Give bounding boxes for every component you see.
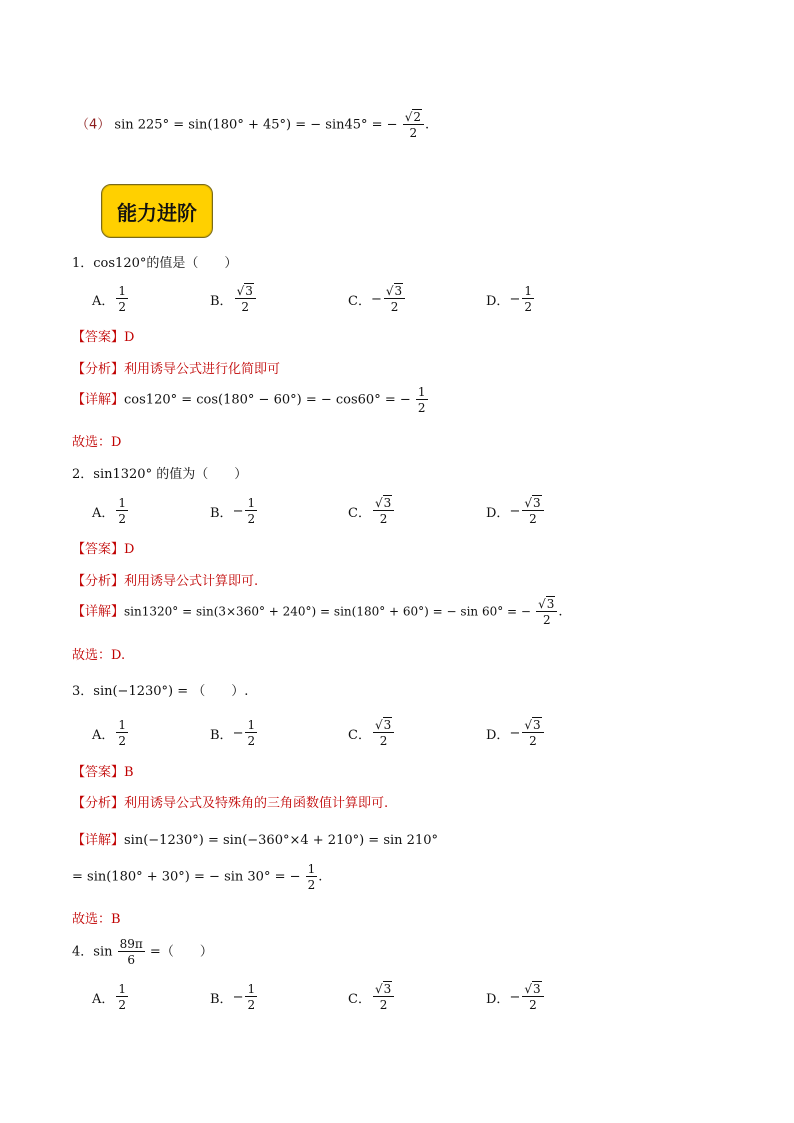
- option-fraction: [373, 719, 394, 747]
- q1-detail: [72, 386, 429, 414]
- option-denominator: 2: [379, 998, 388, 1012]
- q4-option-a: [92, 980, 129, 1014]
- q1-analysis-tag: 【分析】: [72, 362, 125, 377]
- section-banner: [101, 184, 213, 238]
- q1-choose: 故选：D: [72, 435, 122, 450]
- option-denominator: 2: [529, 734, 537, 748]
- q3-number: 3．: [72, 684, 94, 699]
- option-denominator: 2: [390, 300, 399, 314]
- item-4-expr-main: sin 225° = sin: [114, 117, 208, 133]
- item-4-expr-paren: (180° + 45°): [207, 117, 292, 133]
- option-denominator: 2: [247, 998, 256, 1012]
- option-letter: D．: [486, 991, 510, 1007]
- q2-analysis-text: 利用诱导公式计算即可.: [124, 574, 259, 589]
- q1-answer: [72, 326, 134, 345]
- option-denominator: 2: [118, 300, 127, 314]
- q3-option-c: [348, 716, 395, 750]
- option-numerator: 3: [533, 982, 541, 996]
- q1-analysis-text: 利用诱导公式进行化简即可: [124, 362, 281, 377]
- q2-detail-text: sin1320° = sin(3×360° + 240°) = sin(180° + 60°) = − sin 60° = −: [124, 604, 531, 619]
- q1-detail-fraction: [416, 386, 428, 414]
- option-letter: C．: [348, 505, 371, 521]
- option-letter: B．: [210, 293, 233, 309]
- q2-number: 2．: [72, 467, 94, 482]
- option-denominator: 2: [524, 300, 532, 314]
- option-fraction: [116, 285, 128, 313]
- q1-option-a: [92, 282, 129, 316]
- q4-number: 4．: [72, 944, 94, 960]
- item-4-expr-rest: = − sin45° = −: [291, 117, 398, 133]
- q1-answer-value: D: [124, 330, 135, 345]
- item-4-line: [76, 111, 429, 139]
- q4-stem-frac-num: 89π: [119, 937, 143, 951]
- option-sign: −: [232, 503, 244, 519]
- q2-analysis-tag: 【分析】: [72, 574, 125, 589]
- q2-detail-end: .: [558, 604, 563, 620]
- q1-detail-frac-den: 2: [417, 401, 426, 415]
- option-fraction: [116, 983, 128, 1011]
- q2-options: [0, 494, 794, 534]
- q4-stem: [72, 938, 213, 966]
- q3-detail2-frac-num: 1: [307, 862, 316, 876]
- q3-choose: 故选：B: [72, 912, 121, 927]
- option-fraction: [373, 497, 394, 525]
- q3-stem-text: sin(−1230°) = （ ）.: [93, 684, 249, 699]
- q2-answer: [72, 538, 134, 557]
- q4-stem-frac-den: 6: [127, 953, 136, 967]
- sqrt-icon: √: [524, 496, 532, 510]
- q4-stem-pre: sin: [93, 944, 113, 960]
- q4-stem-post: =（ ）: [149, 944, 213, 960]
- option-denominator: 2: [247, 512, 256, 526]
- option-numerator: 1: [118, 718, 127, 732]
- option-numerator: 3: [383, 982, 392, 996]
- option-denominator: 2: [241, 300, 250, 314]
- option-fraction: [116, 497, 128, 525]
- q2-analysis: [72, 570, 258, 589]
- item-4-frac-den: 2: [409, 126, 418, 140]
- option-letter: A．: [92, 727, 115, 743]
- q2-option-b: [210, 494, 258, 528]
- q2-choose: 故选：D.: [72, 648, 126, 663]
- q3-analysis: [72, 792, 388, 811]
- option-numerator: 1: [118, 496, 127, 510]
- q4-option-d: [486, 980, 545, 1014]
- option-numerator: 1: [247, 496, 256, 510]
- q3-answer: [72, 761, 134, 780]
- sqrt-icon: √: [374, 982, 383, 996]
- option-numerator: 3: [245, 284, 253, 298]
- option-numerator: 3: [383, 496, 392, 510]
- option-denominator: 2: [118, 734, 127, 748]
- q3-detail: [72, 829, 438, 848]
- q1-answer-tag: 【答案】: [72, 330, 125, 345]
- option-denominator: 2: [247, 734, 256, 748]
- q1-detail-tag: 【详解】: [72, 392, 125, 408]
- option-sign: −: [509, 725, 521, 741]
- option-fraction: [522, 285, 534, 313]
- q2-option-a: [92, 494, 129, 528]
- option-denominator: 2: [118, 998, 127, 1012]
- q1-option-c: [348, 282, 406, 316]
- q3-detail2-fraction: [306, 863, 318, 891]
- option-numerator: 1: [524, 284, 532, 298]
- q2-stem-text: sin1320° 的值为（ ）: [93, 467, 248, 482]
- option-fraction: [522, 983, 543, 1011]
- option-numerator: 1: [247, 982, 256, 996]
- q3-detail-text: sin(−1230°) = sin(−360°×4 + 210°) = sin 210°: [124, 833, 438, 848]
- q2-detail: [72, 598, 563, 626]
- sqrt-icon: √: [236, 284, 245, 298]
- q3-detail2-frac-den: 2: [307, 878, 316, 892]
- option-letter: B．: [210, 727, 233, 743]
- q3-detail-line2: [72, 863, 322, 891]
- option-letter: A．: [92, 991, 115, 1007]
- q3-detail2-end: .: [318, 869, 323, 885]
- q1-option-b: [210, 282, 257, 316]
- item-4-frac-num: 2: [413, 110, 422, 124]
- option-sign: −: [509, 503, 521, 519]
- option-letter: D．: [486, 293, 510, 309]
- section-banner-title: 能力进阶: [117, 200, 197, 225]
- q2-answer-value: D: [124, 542, 135, 557]
- option-letter: D．: [486, 727, 510, 743]
- option-letter: A．: [92, 505, 115, 521]
- option-numerator: 1: [247, 718, 256, 732]
- q3-option-a: [92, 716, 129, 750]
- q3-option-b: [210, 716, 258, 750]
- option-letter: B．: [210, 991, 233, 1007]
- option-letter: D．: [486, 505, 510, 521]
- option-denominator: 2: [118, 512, 127, 526]
- sqrt-icon: √: [385, 284, 394, 298]
- option-numerator: 3: [383, 718, 392, 732]
- option-fraction: [373, 983, 394, 1011]
- sqrt-icon: √: [374, 496, 383, 510]
- q1-detail-frac-num: 1: [417, 385, 426, 399]
- option-fraction: [245, 497, 257, 525]
- option-fraction: [522, 719, 543, 747]
- q4-option-c: [348, 980, 395, 1014]
- option-sign: −: [370, 291, 382, 307]
- option-sign: −: [509, 291, 521, 307]
- option-numerator: 1: [118, 982, 127, 996]
- q1-stem-text: cos120°的值是（ ）: [93, 256, 238, 271]
- q2-option-d: [486, 494, 545, 528]
- option-sign: −: [509, 989, 521, 1005]
- item-4-label: （4）: [76, 117, 111, 133]
- option-fraction: [522, 497, 543, 525]
- option-denominator: 2: [379, 512, 388, 526]
- option-numerator: 3: [533, 718, 541, 732]
- option-denominator: 2: [529, 512, 537, 526]
- option-fraction: [245, 983, 257, 1011]
- option-letter: C．: [348, 991, 371, 1007]
- q1-detail-text: cos120° = cos(180° − 60°) = − cos60° = −: [124, 392, 411, 408]
- option-denominator: 2: [379, 734, 388, 748]
- q2-detail-tag: 【详解】: [72, 604, 125, 620]
- option-fraction: [384, 285, 405, 313]
- q3-answer-value: B: [124, 765, 134, 780]
- q3-stem: [72, 680, 248, 699]
- q2-detail-frac-num: 3: [546, 597, 555, 611]
- q4-stem-fraction: [118, 938, 145, 966]
- q4-options: [0, 980, 794, 1020]
- q1-option-d: [486, 282, 535, 316]
- q1-number: 1．: [72, 256, 94, 271]
- item-4-end: .: [425, 117, 430, 133]
- option-fraction: [245, 719, 257, 747]
- sqrt-icon: √: [524, 982, 532, 996]
- q3-detail-tag: 【详解】: [72, 833, 125, 848]
- q3-answer-tag: 【答案】: [72, 765, 125, 780]
- q3-options: [0, 716, 794, 756]
- q3-option-d: [486, 716, 545, 750]
- q1-stem: [72, 252, 237, 271]
- option-sign: −: [232, 989, 244, 1005]
- q3-detail2-text: = sin(180° + 30°) = − sin 30° = −: [72, 869, 301, 885]
- option-numerator: 3: [394, 284, 403, 298]
- q4-option-b: [210, 980, 258, 1014]
- q2-detail-fraction: $\frac{√3}{2}$: [536, 598, 557, 626]
- q2-stem: [72, 463, 247, 482]
- q2-detail-frac-den: 2: [542, 613, 551, 627]
- item-4-fraction: $\frac{√2}{2}$: [403, 111, 424, 139]
- sqrt-icon: √: [374, 718, 383, 732]
- option-letter: C．: [348, 293, 371, 309]
- q1-analysis: [72, 358, 280, 377]
- option-letter: A．: [92, 293, 115, 309]
- sqrt-icon: √: [524, 718, 532, 732]
- option-letter: C．: [348, 727, 371, 743]
- option-numerator: 1: [118, 284, 127, 298]
- option-denominator: 2: [529, 998, 537, 1012]
- option-letter: B．: [210, 505, 233, 521]
- q2-answer-tag: 【答案】: [72, 542, 125, 557]
- option-fraction: [235, 285, 256, 313]
- q3-analysis-tag: 【分析】: [72, 796, 125, 811]
- q1-options: [0, 282, 794, 322]
- option-numerator: 3: [533, 496, 541, 510]
- option-fraction: [116, 719, 128, 747]
- option-sign: −: [232, 725, 244, 741]
- q2-option-c: [348, 494, 395, 528]
- q3-analysis-text: 利用诱导公式及特殊角的三角函数值计算即可.: [124, 796, 389, 811]
